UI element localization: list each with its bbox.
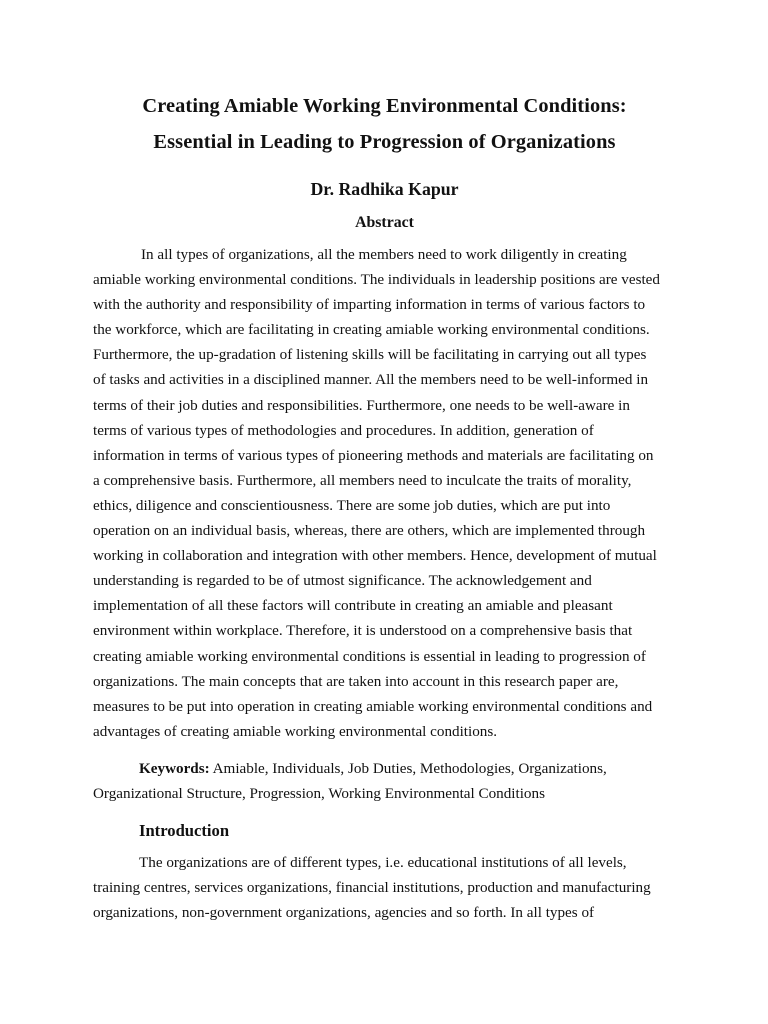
title-line-1: Creating Amiable Working Environmental Conditions: — [142, 95, 627, 117]
abstract-line: advantages of creating amiable working environmental conditions. — [93, 722, 498, 740]
abstract-line: Furthermore, the up-gradation of listening skills will be facilitating in carrying out all types — [93, 346, 647, 364]
introduction-paragraph — [93, 850, 676, 925]
abstract-line: the workforce, which are facilitating in creating amiable working environmental conditions. — [93, 321, 650, 339]
abstract-line: with the authority and responsibility of imparting information in terms of various factors to — [93, 296, 646, 314]
introduction-line: organizations, non-government organizations, agencies and so forth. In all types of — [93, 904, 595, 922]
abstract-line: operation on an individual basis, whereas, there are others, which are implemented through — [93, 522, 646, 540]
abstract-line: amiable working environmental conditions. The individuals in leadership positions are vested — [93, 271, 660, 289]
abstract-line: of tasks and activities in a disciplined manner. All the members need to be well-informed in — [93, 371, 649, 389]
abstract-line: organizations. The main concepts that are taken into account in this research paper are, — [93, 672, 619, 690]
abstract-line: terms of their job duties and responsibilities. Furthermore, one needs to be well-aware in — [93, 396, 630, 414]
title-line-2: Essential in Leading to Progression of Organizations — [153, 131, 616, 153]
abstract-line: measures to be put into operation in creating amiable working environmental conditions and — [93, 697, 653, 715]
keywords-list-line-2: Organizational Structure, Progression, Working Environmental Conditions — [93, 784, 545, 802]
abstract-line: understanding is regarded to be of utmost significance. The acknowledgement and — [93, 572, 592, 590]
keywords-list-line-1: Amiable, Individuals, Job Duties, Methodologies, Organizations, — [209, 759, 607, 777]
abstract-line: working in collaboration and integration with other members. Hence, development of mutual — [93, 547, 657, 565]
author-name: Dr. Radhika Kapur — [310, 179, 459, 199]
introduction-line: training centres, services organizations, financial institutions, production and manufacturing — [93, 879, 651, 897]
keywords-paragraph — [93, 756, 676, 806]
abstract-paragraph — [93, 242, 676, 744]
abstract-line: a comprehensive basis. Furthermore, all members need to inculcate the traits of morality, — [93, 471, 632, 489]
abstract-line: implementation of all these factors will contribute in creating an amiable and pleasant — [93, 597, 613, 615]
paper-title — [93, 88, 676, 160]
abstract-line: terms of various types of methodologies and procedures. In addition, generation of — [93, 421, 594, 439]
abstract-heading: Abstract — [355, 214, 414, 231]
abstract-line: creating amiable working environmental conditions is essential in leading to progression of — [93, 647, 646, 665]
abstract-line: In all types of organizations, all the members need to work diligently in creating — [141, 246, 627, 263]
introduction-heading: Introduction — [139, 821, 230, 841]
abstract-line: ethics, diligence and conscientiousness. There are some job duties, which are put into — [93, 496, 611, 514]
introduction-line: The organizations are of different types, i.e. educational institutions of all levels, — [139, 854, 627, 872]
abstract-line: information in terms of various types of pioneering methods and materials are facilitating on — [93, 446, 654, 464]
abstract-line: environment within workplace. Therefore, it is understood on a comprehensive basis that — [93, 622, 633, 640]
keywords-label: Keywords: — [139, 759, 210, 777]
